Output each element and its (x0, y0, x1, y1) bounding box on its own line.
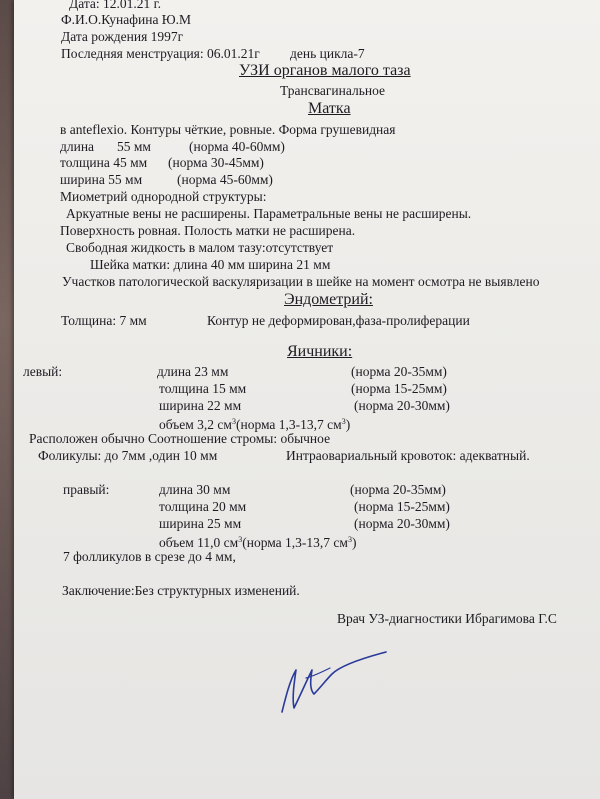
right-ovary-thickness: толщина 20 мм (159, 499, 247, 514)
method-label: Трансвагинальное (280, 83, 386, 98)
left-ovary-label: левый: (23, 364, 63, 379)
ovaries-heading: Яичники: (287, 343, 353, 360)
left-ovary-length-norm: (норма 20-35мм) (351, 364, 447, 379)
free-fluid: Свободная жидкость в малом тазу:отсутствует (66, 240, 334, 255)
left-ovary-thickness: толщина 15 мм (159, 381, 247, 396)
left-ovary-volume: объем 3,2 $см^3(норма$ 1,3-13,7 $см^3$) (159, 417, 351, 432)
left-ovary-follicles: Фоликулы: до 7мм ,один 10 мм (38, 448, 218, 463)
conclusion: Заключение:Без структурных изменений. (62, 583, 300, 598)
left-ovary-length: длина 23 мм (157, 364, 229, 379)
left-ovary-width: ширина 22 мм (159, 398, 242, 413)
document-page (14, 0, 600, 799)
right-ovary-follicles: 7 фолликулов в срезе до 4 мм, (63, 549, 236, 564)
myometrium: Миометрий однородной структуры: (60, 189, 267, 204)
cycle-day: день цикла-7 (290, 46, 365, 61)
uterus-thickness: толщина 45 мм (60, 155, 148, 170)
birth-date: Дата рождения 1997г (61, 29, 184, 44)
right-ovary-label: правый: (63, 482, 110, 497)
right-ovary-width: ширина 25 мм (159, 516, 242, 531)
right-ovary-width-norm: (норма 20-30мм) (354, 516, 450, 531)
date-line: Дата: 12.01.21 г. (69, 0, 162, 11)
document-title: УЗИ органов малого таза (239, 62, 411, 79)
right-ovary-volume: объем 11,0 $см^3(норма$ 1,3-13,7 $см^3$) (159, 535, 357, 550)
left-ovary-thickness-norm: (норма 15-25мм) (351, 381, 447, 396)
cervix: Шейка матки: длина 40 мм ширина 21 мм (90, 257, 331, 272)
vascularization: Участков патологической васкуляризации в шейке на момент осмотра не выявлено (62, 274, 540, 289)
left-ovary-location: Расположен обычно Соотношение стромы: обычное (29, 431, 331, 446)
uterus-heading: Матка (308, 100, 351, 117)
endometrium-heading: Эндометрий: (284, 291, 373, 308)
veins: Аркуатные вены не расширены. Параметральные вены не расширены. (66, 206, 472, 221)
left-ovary-blood-flow: Интраовариальный кровоток: адекватный. (286, 448, 530, 463)
patient-name: Ф.И.О.Кунафина Ю.М (61, 12, 192, 27)
endometrium-contour: Контур не деформирован,фаза-пролиферации (207, 313, 470, 328)
endometrium-thickness: Толщина: 7 мм (61, 313, 147, 328)
doctor-name: Врач УЗ-диагностики Ибрагимова Г.С (337, 611, 557, 626)
right-ovary-length-norm: (норма 20-35мм) (350, 482, 446, 497)
background-edge (0, 0, 14, 799)
uterus-length-label: длина (60, 139, 95, 154)
uterus-length-value: 55 мм (117, 139, 151, 154)
last-menstruation: Последняя менструация: 06.01.21г (61, 46, 260, 61)
uterus-position: в anteflexio. Контуры чёткие, ровные. Форма грушевидная (60, 122, 396, 137)
uterus-width-norm: (норма 45-60мм) (177, 172, 273, 187)
surface: Поверхность ровная. Полость матки не расширена. (60, 223, 356, 238)
signature-image (276, 648, 396, 718)
left-ovary-width-norm: (норма 20-30мм) (354, 398, 450, 413)
uterus-width: ширина 55 мм (60, 172, 143, 187)
uterus-thickness-norm: (норма 30-45мм) (168, 155, 264, 170)
right-ovary-thickness-norm: (норма 15-25мм) (354, 499, 450, 514)
right-ovary-length: длина 30 мм (159, 482, 231, 497)
uterus-length-norm: (норма 40-60мм) (189, 139, 285, 154)
